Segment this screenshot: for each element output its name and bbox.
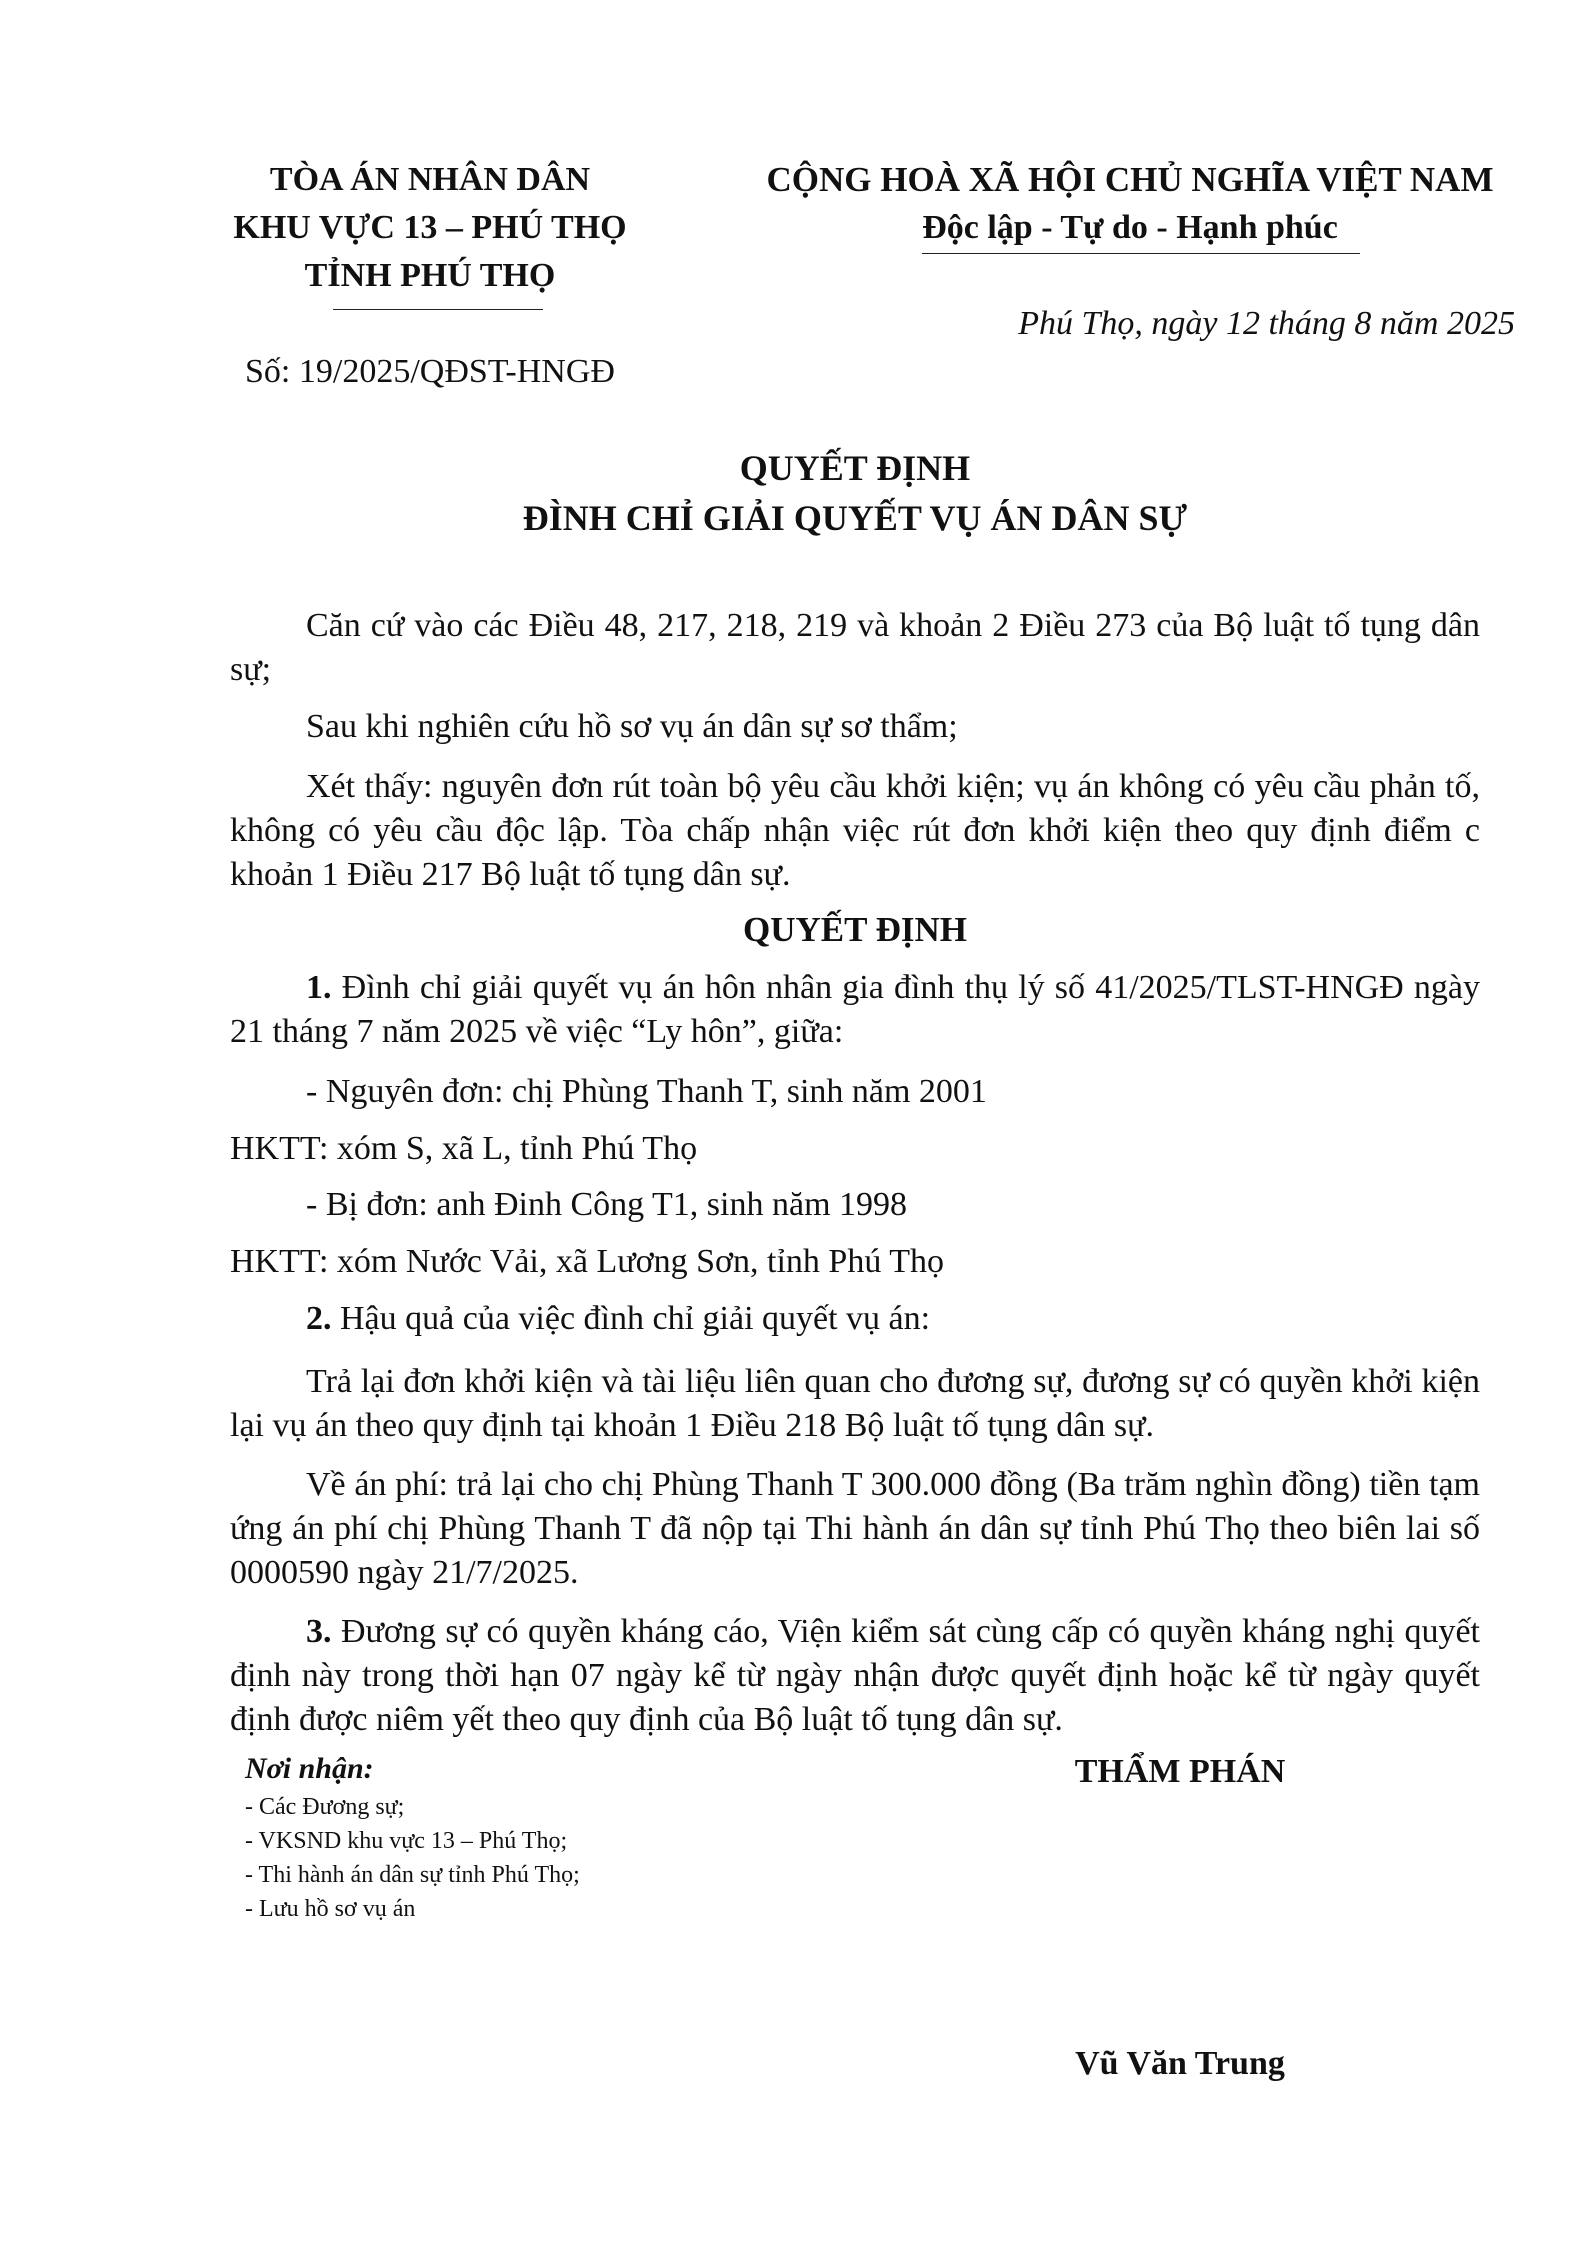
- court-fee-paragraph: Về án phí: trả lại cho chị Phùng Thanh T 300.000 đồng (Ba trăm nghìn đồng) tiền tạm ứng án phí chị Phùng Thanh T đã nộp tại Thi hành án dân sự tỉnh Phú Thọ theo biên lai số 0000590 ngày 21/7/2025.: [230, 1466, 1480, 1591]
- title-line-1: QUYẾT ĐỊNH: [739, 448, 971, 488]
- plaintiff-address: HKTT: xóm S, xã L, tỉnh Phú Thọ: [230, 1130, 698, 1167]
- recipient-item: - Thi hành án dân sự tỉnh Phú Thọ;: [245, 1862, 580, 1888]
- document-number: Số: 19/2025/QĐST-HNGĐ: [245, 353, 615, 390]
- item-1-text: Đình chỉ giải quyết vụ án hôn nhân gia đình thụ lý số 41/2025/TLST-HNGĐ ngày 21 tháng 7 năm 2025 về việc “Ly hôn”, giữa:: [230, 969, 1480, 1050]
- findings-paragraph: Xét thấy: nguyên đơn rút toàn bộ yêu cầu khởi kiện; vụ án không có yêu cầu phản tố, không có yêu cầu độc lập. Tòa chấp nhận việc rút đơn khởi kiện theo quy định điểm c khoản 1 Điều 217 Bộ luật tố tụng dân sự.: [230, 768, 1480, 893]
- recipient-item: - Lưu hồ sơ vụ án: [245, 1896, 416, 1922]
- item-3-number: 3.: [306, 1613, 332, 1650]
- document-title: [230, 443, 1480, 543]
- signer-role: THẨM PHÁN: [1074, 1753, 1286, 1790]
- recipients-block: [245, 1748, 845, 1926]
- signer-name: Vũ Văn Trung: [1075, 2045, 1285, 2082]
- decision-item-2: [230, 1297, 1480, 1341]
- defendant-address: HKTT: xóm Nước Vải, xã Lương Sơn, tỉnh Phú Thọ: [230, 1243, 944, 1280]
- defendant-line: - Bị đơn: anh Đinh Công T1, sinh năm 1998: [306, 1186, 908, 1223]
- national-motto: Độc lập - Tự do - Hạnh phúc: [922, 209, 1338, 246]
- recipient-item: - VKSND khu vực 13 – Phú Thọ;: [245, 1828, 568, 1854]
- item-1-number: 1.: [306, 969, 332, 1006]
- decision-item-3: [230, 1610, 1480, 1742]
- court-name: [230, 156, 630, 300]
- recipients-heading: Nơi nhận:: [245, 1752, 374, 1785]
- national-title: CỘNG HOÀ XÃ HỘI CHỦ NGHĨA VIỆT NAM: [766, 160, 1494, 199]
- review-paragraph: Sau khi nghiên cứu hồ sơ vụ án dân sự sơ thẩm;: [306, 708, 958, 745]
- date-line: Phú Thọ, ngày 12 tháng 8 năm 2025: [1018, 305, 1515, 342]
- item-2-number: 2.: [306, 1300, 332, 1337]
- plaintiff-line: - Nguyên đơn: chị Phùng Thanh T, sinh năm 2001: [306, 1073, 987, 1110]
- court-line-2: KHU VỰC 13 – PHÚ THỌ: [233, 209, 627, 246]
- title-line-2: ĐÌNH CHỈ GIẢI QUYẾT VỤ ÁN DÂN SỰ: [522, 498, 1188, 538]
- court-line-1: TÒA ÁN NHÂN DÂN: [269, 161, 591, 198]
- legal-basis-paragraph: Căn cứ vào các Điều 48, 217, 218, 219 và khoản 2 Điều 273 của Bộ luật tố tụng dân sự;: [230, 607, 1480, 688]
- motto-underline: [922, 253, 1360, 254]
- court-line-3: TỈNH PHÚ THỌ: [304, 257, 556, 294]
- item-3-text: Đương sự có quyền kháng cáo, Viện kiểm sát cùng cấp có quyền kháng nghị quyết định này trong thời hạn 07 ngày kể từ ngày nhận được quyết định hoặc kể từ ngày quyết định được niêm yết theo quy định của Bộ luật tố tụng dân sự.: [230, 1613, 1480, 1738]
- court-underline: [333, 309, 543, 310]
- decision-item-1: [230, 966, 1480, 1054]
- decision-heading: QUYẾT ĐỊNH: [743, 910, 967, 949]
- item-2-text: Hậu quả của việc đình chỉ giải quyết vụ án:: [331, 1300, 931, 1337]
- recipient-item: - Các Đương sự;: [245, 1794, 405, 1820]
- return-documents-paragraph: Trả lại đơn khởi kiện và tài liệu liên quan cho đương sự, đương sự có quyền khởi kiện lại vụ án theo quy định tại khoản 1 Điều 218 Bộ luật tố tụng dân sự.: [230, 1363, 1480, 1444]
